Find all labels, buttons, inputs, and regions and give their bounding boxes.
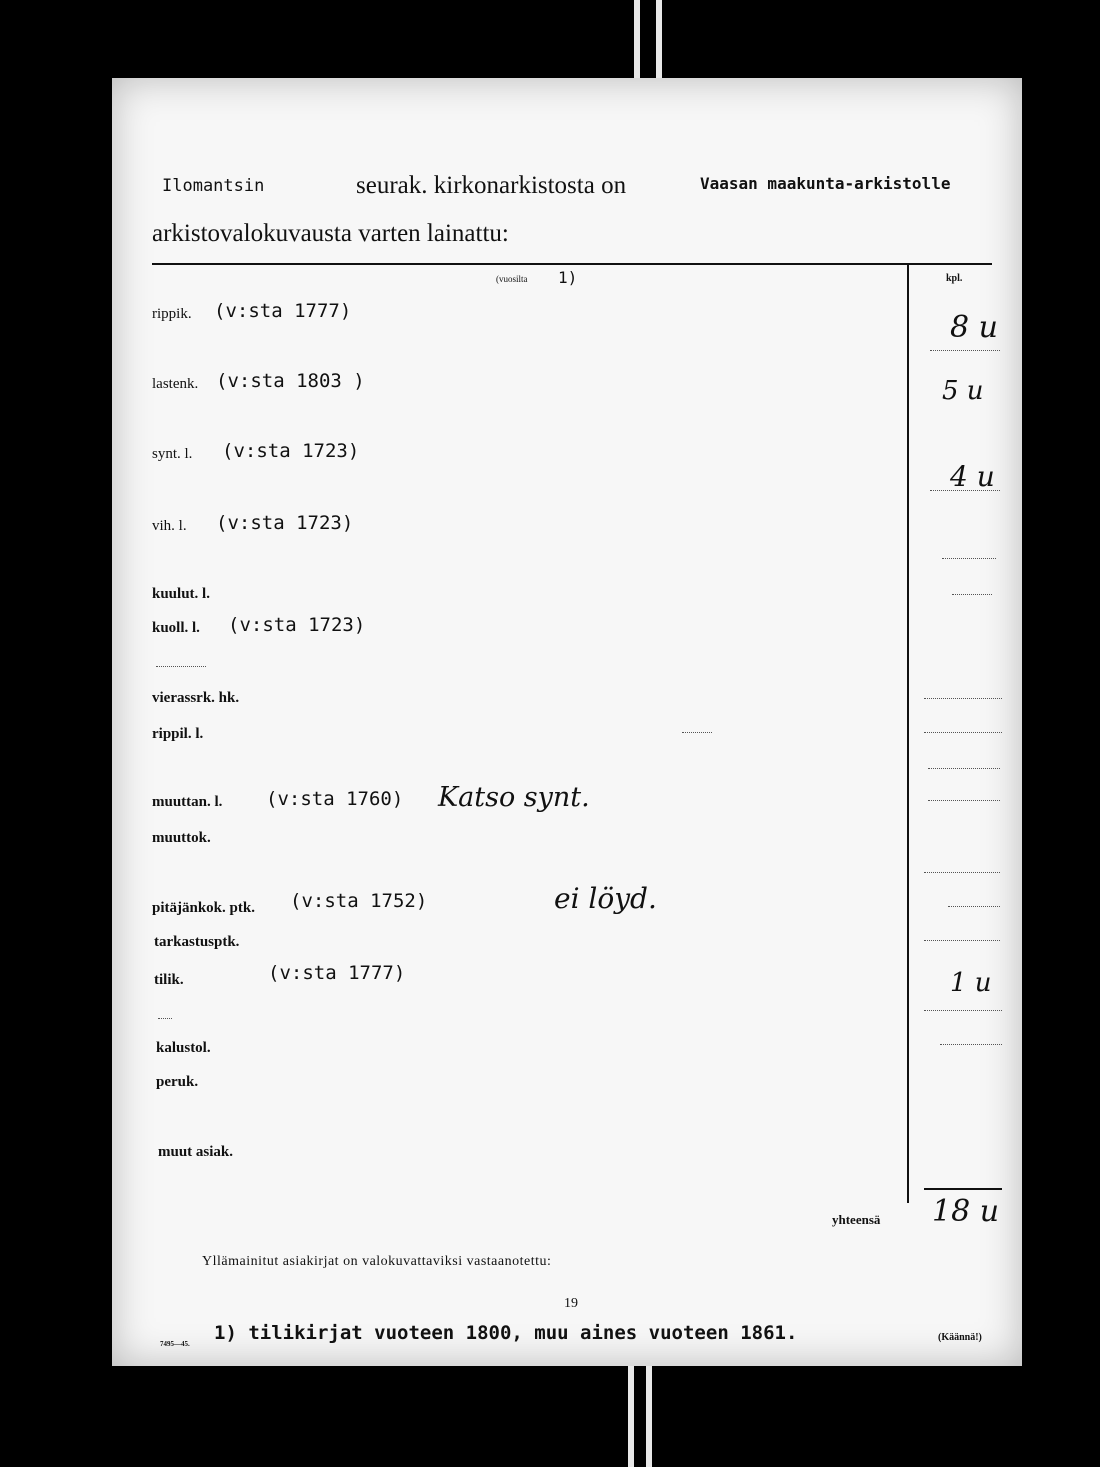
row-label-lastenk: lastenk. <box>152 376 199 392</box>
count-line-vierassrk <box>924 698 1002 699</box>
film-edge-top-right <box>656 0 662 78</box>
received-statement: Yllämainitut asiakirjat on valokuvattaviksi vastaanotettu: <box>202 1254 552 1269</box>
row-label-kuoll: kuoll. l. <box>152 620 200 636</box>
row-years-vih: (v:sta 1723) <box>216 512 354 534</box>
kpl-column-label: kpl. <box>946 273 963 284</box>
row-label-kuulut: kuulut. l. <box>152 586 210 602</box>
form-code: 7495—45. <box>160 1340 190 1348</box>
row-years-synt: (v:sta 1723) <box>222 440 360 462</box>
total-rule <box>924 1188 1002 1190</box>
row-label-pitajankok: pitäjänkok. ptk. <box>152 900 255 916</box>
count-line-vih <box>942 558 996 559</box>
row-label-tarkastusptk: tarkastusptk. <box>154 934 240 950</box>
row-years-muuttan: (v:sta 1760) <box>266 788 404 810</box>
row-years-kuoll: (v:sta 1723) <box>228 614 366 636</box>
total-label: yhteensä <box>832 1212 881 1227</box>
row-label-vierassrk: vierassrk. hk. <box>152 690 240 706</box>
row-note-pitajankok: ei löyd. <box>554 882 657 915</box>
row-label-kalustol: kalustol. <box>156 1040 211 1056</box>
count-line-synt <box>930 490 1000 491</box>
row-years-rippik: (v:sta 1777) <box>214 300 352 322</box>
count-line-kalustol <box>940 1044 1002 1045</box>
header-line-1: seurak. kirkonarkistosta on <box>356 172 627 199</box>
row-years-pitajankok: (v:sta 1752) <box>290 890 428 912</box>
turn-over-note: (Käännä!) <box>938 1332 982 1343</box>
row-label-peruk: peruk. <box>156 1074 199 1090</box>
count-column-divider <box>907 263 909 1203</box>
archive-name: Vaasan maakunta-arkistolle <box>700 174 951 193</box>
count-line-rippik <box>930 350 1000 351</box>
film-edge-bottom-left <box>628 1366 634 1467</box>
count-line-blank-1 <box>928 768 1000 769</box>
row-years-lastenk: (v:sta 1803 ) <box>216 370 365 392</box>
row-label-vih: vih. l. <box>152 518 187 534</box>
film-edge-top-left <box>634 0 640 78</box>
document-page <box>112 78 1022 1366</box>
count-line-rippil <box>924 732 1002 733</box>
row-note-muuttan: Katso synt. <box>438 782 590 813</box>
row-label-synt: synt. l. <box>152 446 193 462</box>
row-label-muut-asiak: muut asiak. <box>158 1144 234 1160</box>
table-top-rule <box>152 263 992 265</box>
total-value: 18 u <box>932 1194 1000 1229</box>
count-line-kuulut <box>952 594 992 595</box>
year-prefix: 19 <box>564 1296 578 1311</box>
years-label: (vuosilta <box>496 274 528 284</box>
years-footnote-marker: 1) <box>558 268 578 287</box>
count-line-blank-2 <box>924 872 1000 873</box>
row-line-blank <box>158 1018 172 1019</box>
count-line-pitajankok <box>948 906 1000 907</box>
row-count-tilik: 1 u <box>950 968 992 998</box>
film-edge-bottom-right <box>646 1366 652 1467</box>
row-label-rippil: rippil. l. <box>152 726 204 742</box>
row-count-rippik: 8 u <box>950 310 998 345</box>
count-line-muuttan <box>928 800 1000 801</box>
row-line-kuoll <box>156 666 206 667</box>
footnote: 1) tilikirjat vuoteen 1800, muu aines vuoteen 1861. <box>214 1322 798 1344</box>
row-count-lastenk: 5 u <box>942 376 984 406</box>
row-count-synt: 4 u <box>950 460 995 493</box>
row-label-tilik: tilik. <box>154 972 184 988</box>
row-years-tilik: (v:sta 1777) <box>268 962 406 984</box>
count-line-tilik <box>924 1010 1002 1011</box>
row-label-rippik: rippik. <box>152 306 192 322</box>
row-line-rippil <box>682 732 712 733</box>
header-line-2: arkistovalokuvausta varten lainattu: <box>152 220 509 247</box>
count-line-tarkastusptk <box>924 940 1000 941</box>
row-label-muuttan: muuttan. l. <box>152 794 223 810</box>
years-column-label <box>496 274 528 284</box>
parish-name: Ilomantsin <box>162 176 265 196</box>
row-label-muuttok: muuttok. <box>152 830 211 846</box>
